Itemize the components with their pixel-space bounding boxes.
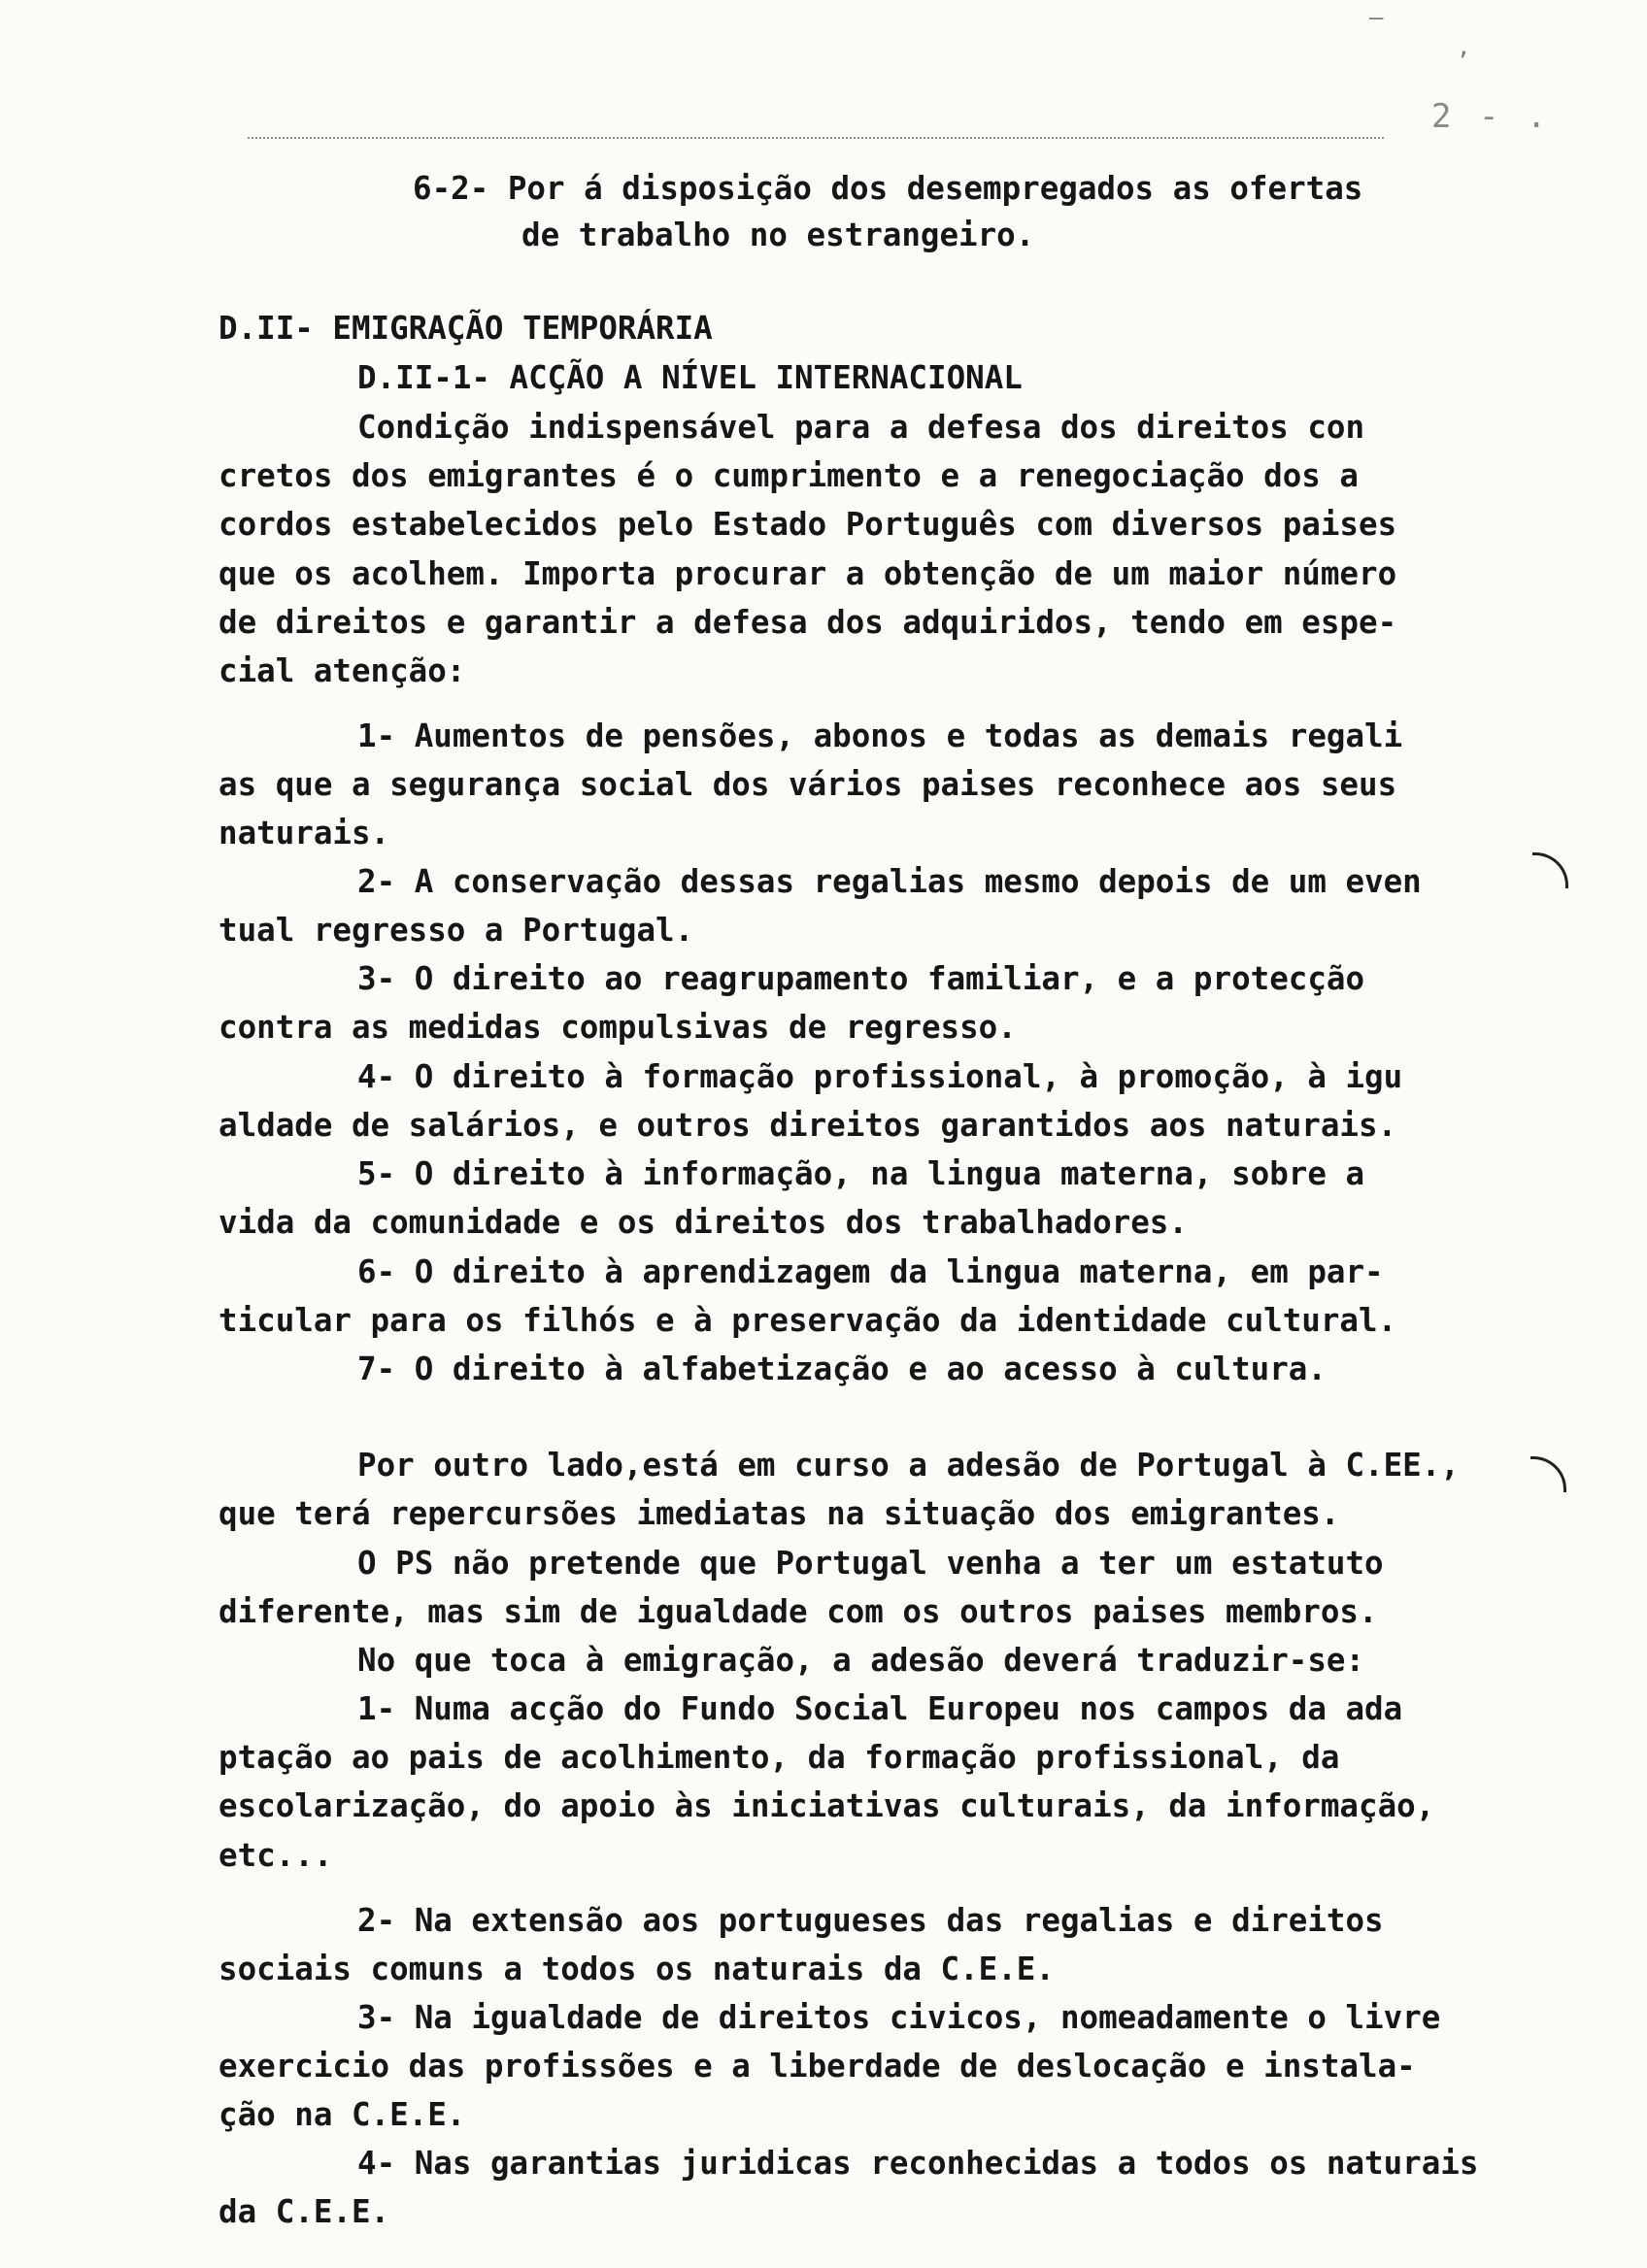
text-line: que os acolhem. Importa procurar a obtenção de um maior número xyxy=(218,555,1397,592)
text-line: Condição indispensável para a defesa dos direitos con xyxy=(357,409,1365,446)
margin-bracket xyxy=(1532,852,1568,888)
text-line: escolarização, do apoio às iniciativas culturais, da informação, xyxy=(218,1787,1435,1824)
text-line: No que toca à emigração, a adesão deverá traduzir-se: xyxy=(357,1642,1365,1679)
list-item: 4- Nas garantias juridicas reconhecidas a todos os naturais xyxy=(357,2145,1479,2182)
text-line: as que a segurança social dos vários paises reconhece aos seus xyxy=(218,766,1397,803)
margin-bracket xyxy=(1530,1456,1566,1492)
list-item: 2- Na extensão aos portugueses das regalias e direitos xyxy=(357,1902,1384,1939)
text-line: tual regresso a Portugal. xyxy=(218,912,694,949)
list-item: 2- A conservação dessas regalias mesmo depois de um even xyxy=(357,863,1422,900)
text-line: da C.E.E. xyxy=(218,2193,390,2230)
list-item: 3- Na igualdade de direitos civicos, nomeadamente o livre xyxy=(357,1999,1441,2036)
text-line: vida da comunidade e os direitos dos trabalhadores. xyxy=(218,1204,1188,1241)
header-rule xyxy=(248,137,1384,139)
text-line: ção na C.E.E. xyxy=(218,2096,466,2133)
text-line: que terá repercursões imediatas na situação dos emigrantes. xyxy=(218,1495,1340,1532)
text-line: diferente, mas sim de igualdade com os outros paises membros. xyxy=(218,1593,1378,1630)
list-item: 6- O direito à aprendizagem da lingua materna, em par- xyxy=(357,1253,1384,1290)
subsection-heading: D.II-1- ACÇÃO A NÍVEL INTERNACIONAL xyxy=(357,359,1023,396)
text-line: aldade de salários, e outros direitos garantidos aos naturais. xyxy=(218,1107,1397,1144)
list-item: 1- Aumentos de pensões, abonos e todas as demais regali xyxy=(357,717,1403,754)
page-number: 2 - . xyxy=(1431,97,1551,136)
text-line: de direitos e garantir a defesa dos adquiridos, tendo em espe- xyxy=(218,604,1397,641)
text-line: exercicio das profissões e a liberdade de deslocação e instala- xyxy=(218,2048,1416,2085)
list-item: 3- O direito ao reagrupamento familiar, e a protecção xyxy=(357,960,1365,997)
text-line: cial atenção: xyxy=(218,652,466,689)
text-line: etc... xyxy=(218,1837,333,1874)
text-line: Por outro lado,está em curso a adesão de Portugal à C.EE., xyxy=(357,1447,1460,1484)
text-line: contra as medidas compulsivas de regresso. xyxy=(218,1009,1017,1046)
text-line: cretos dos emigrantes é o cumprimento e a renegociação dos a xyxy=(218,457,1359,494)
scan-mark: , xyxy=(1457,33,1471,60)
text-line: sociais comuns a todos os naturais da C.E.E. xyxy=(218,1951,1055,1987)
section-heading: D.II- EMIGRAÇÃO TEMPORÁRIA xyxy=(218,310,713,347)
list-item: 7- O direito à alfabetização e ao acesso à cultura. xyxy=(357,1351,1327,1387)
text-line: cordos estabelecidos pelo Estado Português com diversos paises xyxy=(218,506,1397,543)
scan-mark: — xyxy=(1369,4,1384,31)
list-item: 1- Numa acção do Fundo Social Europeu nos campos da ada xyxy=(357,1690,1403,1727)
list-item: 4- O direito à formação profissional, à promoção, à igu xyxy=(357,1058,1403,1095)
text-line: 6-2- Por á disposição dos desempregados as ofertas xyxy=(413,170,1363,207)
text-line: ptação ao pais de acolhimento, da formação profissional, da xyxy=(218,1739,1340,1776)
text-line: de trabalho no estrangeiro. xyxy=(521,217,1035,253)
text-line: naturais. xyxy=(218,815,390,851)
text-line: ticular para os filhós e à preservação da identidade cultural. xyxy=(218,1302,1397,1339)
list-item: 5- O direito à informação, na lingua materna, sobre a xyxy=(357,1155,1365,1192)
text-line: O PS não pretende que Portugal venha a ter um estatuto xyxy=(357,1545,1384,1582)
